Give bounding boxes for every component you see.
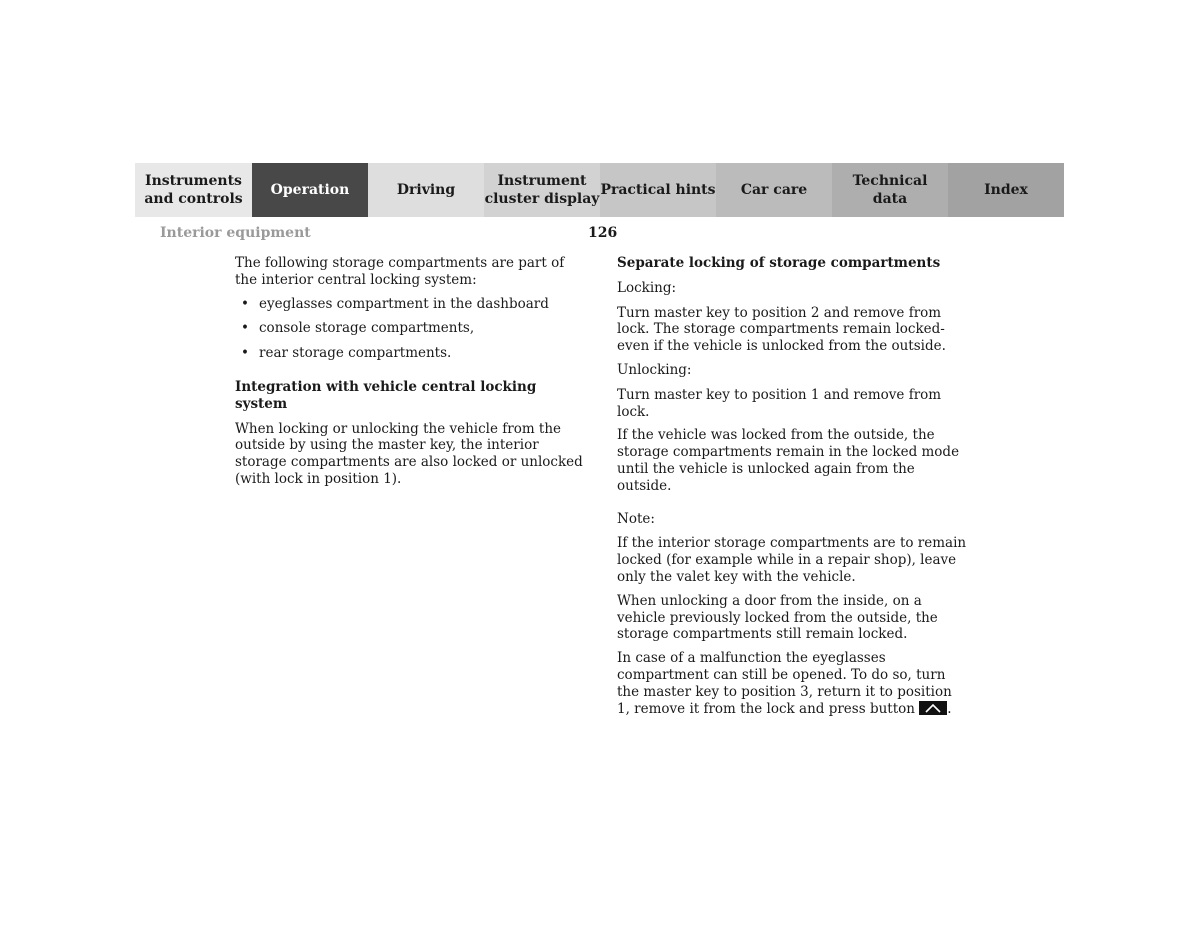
separate-locking-heading: Separate locking of storage compartments [617, 255, 941, 271]
chapter-tabs [135, 163, 1064, 217]
tab-label: Driving [396, 182, 456, 198]
tab-instruments-and-controls[interactable] [135, 163, 252, 217]
tab-label: Instruments and controls [144, 173, 243, 207]
note-label: Note: [617, 510, 655, 527]
compartment-list [235, 296, 590, 362]
tab-operation[interactable] [252, 163, 368, 217]
integration-paragraph: When locking or unlocking the vehicle from the outside by using the master key, the interior storage compartments are also locked or unlocked (with lock in position 1). [235, 420, 583, 487]
bullet-icon: • [241, 320, 249, 337]
list-item [235, 296, 590, 313]
tab-practical-hints[interactable] [600, 163, 716, 217]
section-title: Interior equipment [160, 225, 311, 241]
tab-technical-data[interactable] [832, 163, 948, 217]
malfunction-text: In case of a malfunction the eyeglasses compartment can still be opened. To do so, turn the master key to position 3, return it to position 1, remove it from the lock and press button [617, 650, 952, 717]
tab-label: Technical data [852, 173, 928, 207]
bullet-icon: • [241, 345, 249, 362]
tab-driving[interactable] [368, 163, 484, 217]
locked-outside-paragraph: If the vehicle was locked from the outside, the storage compartments remain in the locked mode until the vehicle is unlocked again from the outside. [617, 427, 960, 494]
left-column [235, 255, 590, 488]
sentence-end: . [947, 700, 952, 717]
locking-label: Locking: [617, 279, 677, 296]
right-column [617, 255, 967, 717]
list-item-text: eyeglasses compartment in the dashboard [259, 295, 549, 312]
list-item [235, 320, 590, 337]
tab-index[interactable] [948, 163, 1064, 217]
list-item [235, 345, 590, 362]
list-item-text: console storage compartments, [259, 320, 475, 337]
bullet-icon: • [241, 295, 249, 312]
intro-paragraph: The following storage compartments are part of the interior central locking system: [235, 255, 565, 288]
list-item-text: rear storage compartments. [259, 345, 452, 362]
tab-label: Operation [270, 182, 350, 198]
tab-label: Practical hints [600, 182, 716, 198]
note-paragraph: When unlocking a door from the inside, on a vehicle previously locked from the outside, the storage compartments still remain locked. [617, 592, 938, 643]
tab-car-care[interactable] [716, 163, 832, 217]
unlocking-paragraph: Turn master key to position 1 and remove from lock. [617, 386, 942, 420]
page-number: 126 [588, 225, 618, 241]
tab-label: Instrument cluster display [484, 173, 600, 207]
tab-label: Index [984, 182, 1028, 198]
tab-instrument-cluster-display[interactable] [484, 163, 600, 217]
tab-label: Car care [740, 182, 808, 198]
up-chevron-key-icon [919, 701, 947, 715]
unlocking-label: Unlocking: [617, 361, 692, 378]
note-paragraph: If the interior storage compartments are to remain locked (for example while in a repair shop), leave only the valet key with the vehicle. [617, 535, 967, 585]
integration-heading: Integration with vehicle central locking system [235, 378, 537, 412]
locking-paragraph: Turn master key to position 2 and remove from lock. The storage compartments remain locked- even if the vehicle is unlocked from the outside. [617, 304, 946, 355]
note-paragraph [617, 650, 967, 717]
